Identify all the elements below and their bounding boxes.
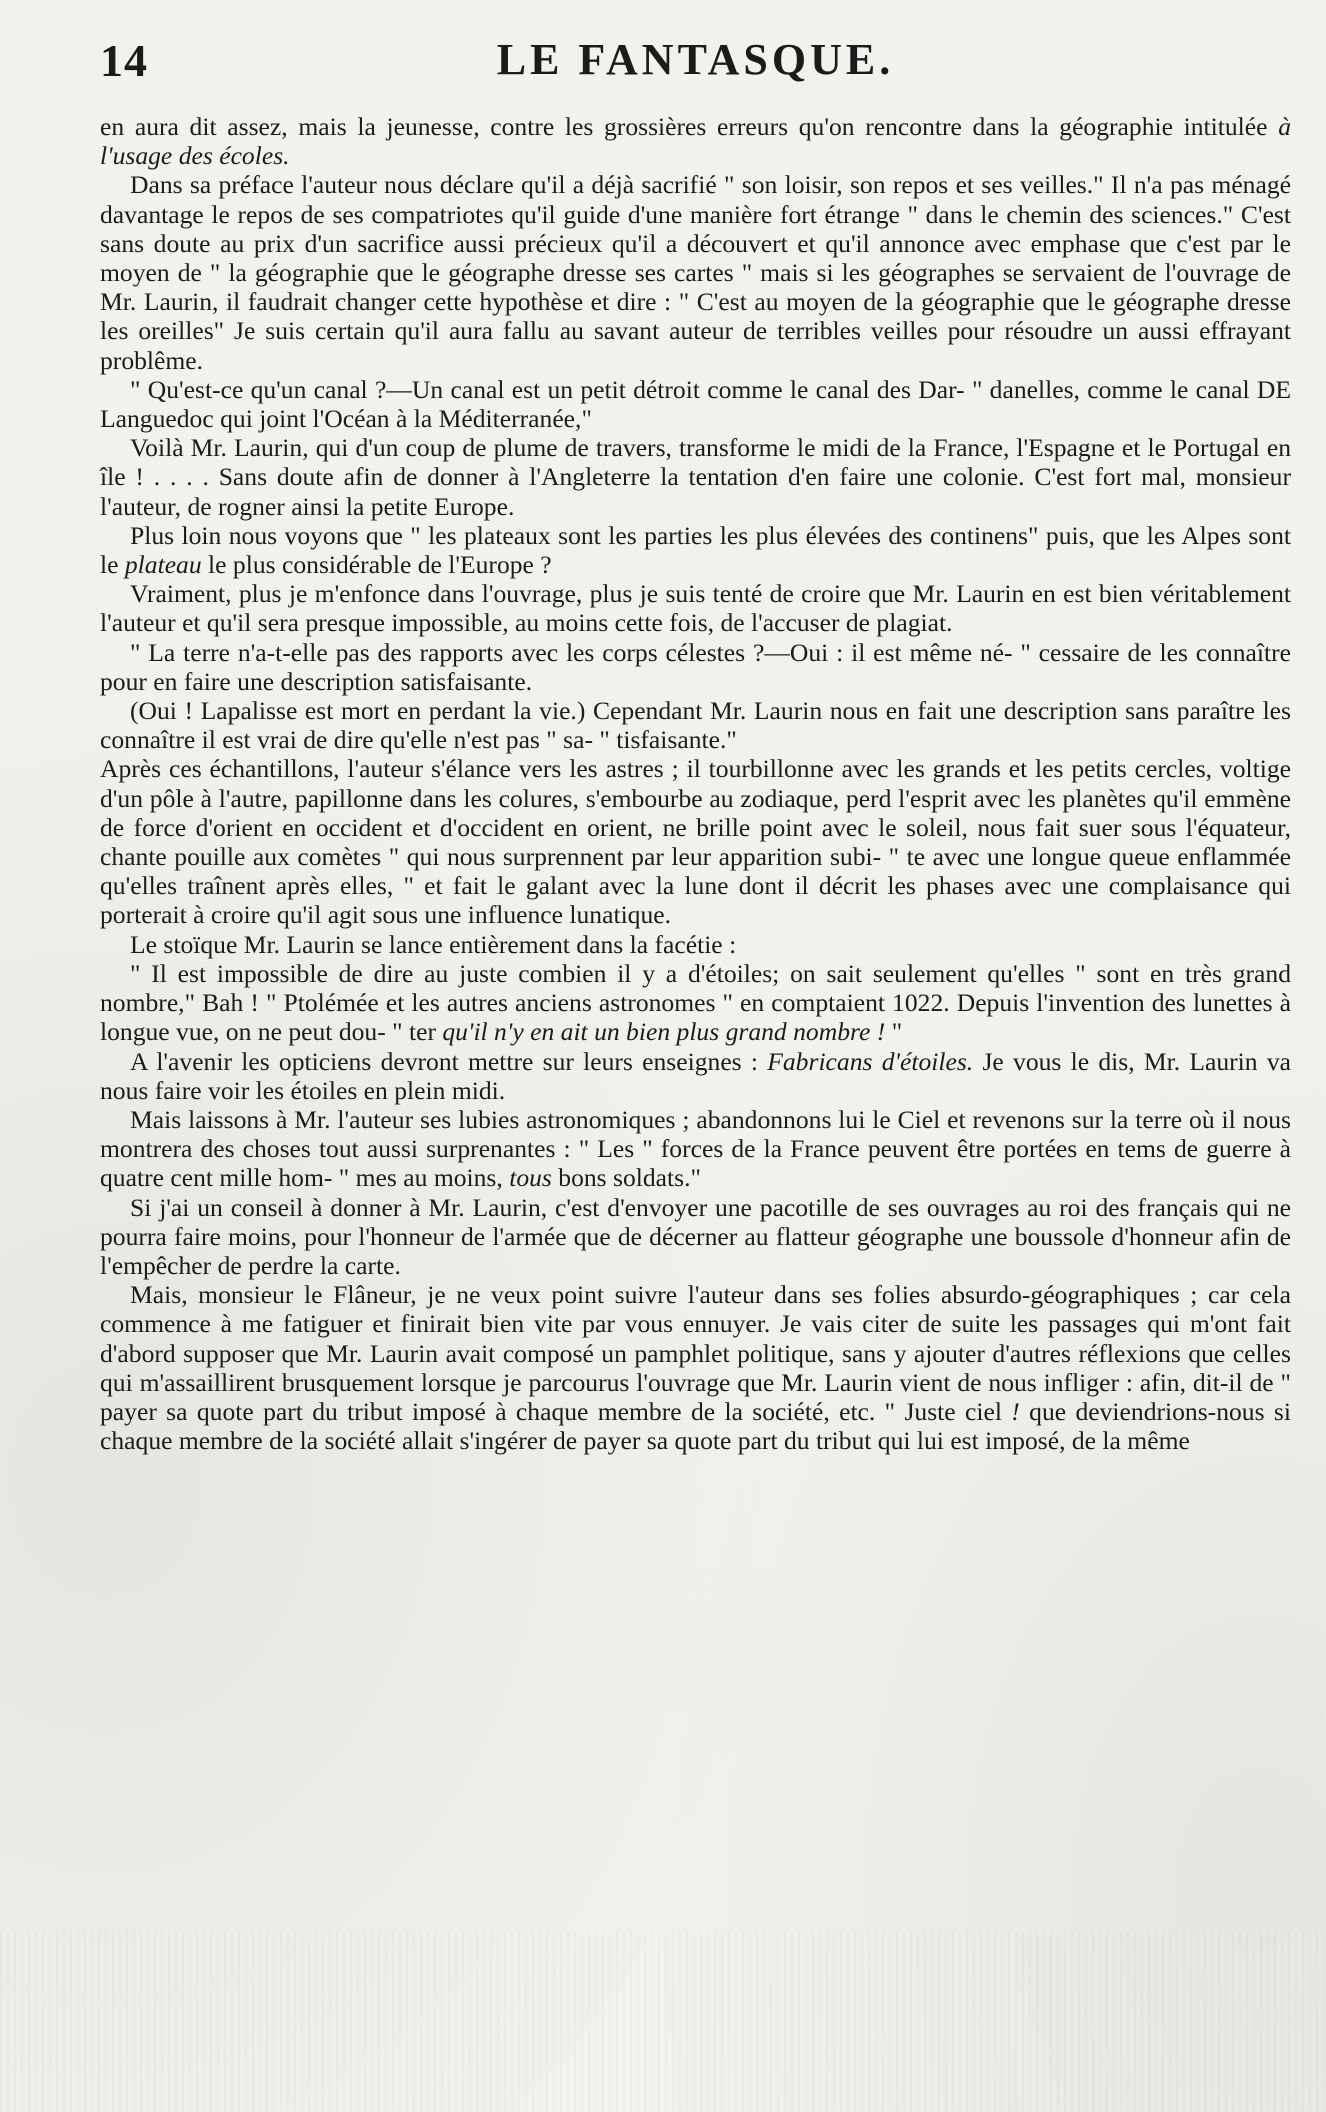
italic-text-segment: tous <box>509 1163 552 1193</box>
paragraph <box>100 1193 1291 1281</box>
text-segment: Vraiment, plus je m'enfonce dans l'ouvrage, plus je suis tenté de croire que Mr. Laurin en est bien véritablement l'auteur et qu'il sera presque impossible, au moins cette fois, de l'accuser de plagiat. <box>100 579 1291 638</box>
text-segment: Mais laissons à Mr. l'auteur ses lubies astronomiques ; abandonnons lui le Ciel et revenons sur la terre où il nous montrera des choses tout aussi surprenantes : " Les " forces de la France peuvent être portées en tems de guerre à quatre cent mille hom- " mes au moins, <box>100 1104 1291 1193</box>
text-segment: Si j'ai un conseil à donner à Mr. Laurin, c'est d'envoyer une pacotille de ses ouvrages au roi des français qui ne pourra faire moins, pour l'honneur de l'armée que de décerner au flatteur géographe une boussole d'honneur afin de l'empêcher de perdre la carte. <box>100 1192 1291 1280</box>
running-title: LE FANTASQUE. <box>496 35 895 84</box>
paragraph <box>100 1047 1291 1105</box>
paragraph <box>100 1280 1291 1455</box>
paragraph <box>100 930 1291 959</box>
text-segment: " <box>885 1017 903 1047</box>
text-segment: Mais, monsieur le Flâneur, je ne veux point suivre l'auteur dans ses folies absurdo-géographiques ; car cela commence à me fatiguer et finirait bien vite par vous ennuyer. Je vais citer de suite les passages qui m'ont fait d'abord supposer que Mr. Laurin avait composé un pamphlet politique, sans y ajouter d'autres réflexions que celles qui m'assaillirent brusquement lorsque je parcourus l'ouvrage que Mr. Laurin vient de nous infliger : afin, dit-il de " payer sa quote part du tribut imposé à chaque membre de la société, etc. " Juste ciel <box>100 1280 1291 1426</box>
text-segment: " Qu'est-ce qu'un canal ?—Un canal est un petit détroit comme le canal des Dar- " danelles, comme le canal DE Languedoc qui joint l'Océan à la Méditerranée," <box>100 374 1291 434</box>
italic-text-segment: ! <box>1011 1396 1020 1426</box>
page-header <box>100 34 1291 104</box>
paragraph <box>100 579 1291 637</box>
text-segment: A l'avenir les opticiens devront mettre sur leurs enseignes : <box>130 1046 768 1076</box>
paragraph <box>100 638 1291 696</box>
text-segment: le plus considérable de l'Europe ? <box>201 550 552 580</box>
paragraph <box>100 433 1291 521</box>
text-segment: (Oui ! Lapalisse est mort en perdant la vie.) Cependant Mr. Laurin nous en fait une description sans paraître les connaître il est vrai de dire qu'elle n'est pas " sa- " tisfaisante." <box>100 696 1291 755</box>
text-segment: Le stoïque Mr. Laurin se lance entièrement dans la facétie : <box>130 929 737 959</box>
text-segment: Voilà Mr. Laurin, qui d'un coup de plume de travers, transforme le midi de la France, l'Espagne et le Portugal en île ! . . . . Sans doute afin de donner à l'Angleterre la tentation d'en faire une colonie. C'est fort mal, monsieur l'auteur, de rogner ainsi la petite Europe. <box>100 433 1291 521</box>
text-segment: Je vous le dis, Mr. Laurin va nous faire voir les étoiles en plein midi. <box>100 1046 1291 1105</box>
article-body <box>100 112 1291 1455</box>
italic-text-segment: plateau <box>124 550 202 580</box>
text-segment: " Il est impossible de dire au juste combien il y a d'étoiles; on sait seulement qu'elles " sont en très grand nombre," Bah ! " Ptolémée et les autres anciens astronomes " en comptaient 1022. Depuis l'invention des lunettes à longue vue, on ne peut dou- " ter <box>100 958 1291 1047</box>
italic-text-segment: à l'usage des écoles. <box>100 112 1291 171</box>
text-segment: bons soldats." <box>551 1163 701 1193</box>
paragraph <box>100 112 1291 170</box>
italic-text-segment: Fabricans d'étoiles. <box>767 1046 974 1076</box>
paragraph <box>100 696 1291 754</box>
page-number: 14 <box>100 35 148 86</box>
paragraph <box>100 521 1291 579</box>
text-segment: " La terre n'a-t-elle pas des rapports avec les corps célestes ?—Oui : il est même né- " cessaire de les connaître pour en faire une description satisfaisante. <box>100 637 1291 696</box>
text-segment: Plus loin nous voyons que " les plateaux sont les parties les plus élevées des continens" puis, que les Alpes sont le <box>100 520 1291 580</box>
text-segment: que deviendrions-nous si chaque membre de la société allait s'ingérer de payer sa quote part du tribut qui lui est imposé, de la même <box>100 1396 1291 1456</box>
text-segment: Dans sa préface l'auteur nous déclare qu'il a déjà sacrifié " son loisir, son repos et ses veilles." Il n'a pas ménagé davantage le repos de ses compatriotes qu'il guide d'une manière fort étrange " dans le chemin des sciences." C'est sans doute au prix d'un sacrifice aussi précieux qu'il a découvert et qu'il annonce avec emphase que c'est par le moyen de " la géographie que le géographe dresse ses cartes " mais si les géographes se servaient de l'ouvrage de Mr. Laurin, il faudrait changer cette hypothèse et dire : " C'est au moyen de la géographie que le géographe dresse les oreilles" Je suis certain qu'il aura fallu au savant auteur de terribles veilles pour résoudre un aussi effrayant problême. <box>100 170 1291 375</box>
paragraph <box>100 170 1291 374</box>
text-segment: en aura dit assez, mais la jeunesse, contre les grossières erreurs qu'on rencontre dans la géographie intitulée <box>100 112 1279 141</box>
paper-texture <box>0 1932 1326 2112</box>
paragraph <box>100 375 1291 433</box>
text-segment: Après ces échantillons, l'auteur s'élance vers les astres ; il tourbillonne avec les grands et les petits cercles, voltige d'un pôle à l'autre, papillonne dans les colures, s'embourbe au zodiaque, perd l'esprit avec les planètes qu'il emmène de force d'orient en occident et d'occident en orient, ne brille point avec le soleil, nous fait suer sous l'équateur, chante pouille aux comètes " qui nous surprennent par leur apparition subi- " te avec une longue queue enflammée qu'elles traînent après elles, " et fait le galant avec la lune dont il décrit les phases avec une complaisance qui porterait à croire qu'il agit sous une influence lunatique. <box>100 754 1291 930</box>
paragraph <box>100 959 1291 1047</box>
paragraph <box>100 1105 1291 1193</box>
paragraph <box>100 754 1291 929</box>
italic-text-segment: qu'il n'y en ait un bien plus grand nombre ! <box>442 1017 886 1047</box>
